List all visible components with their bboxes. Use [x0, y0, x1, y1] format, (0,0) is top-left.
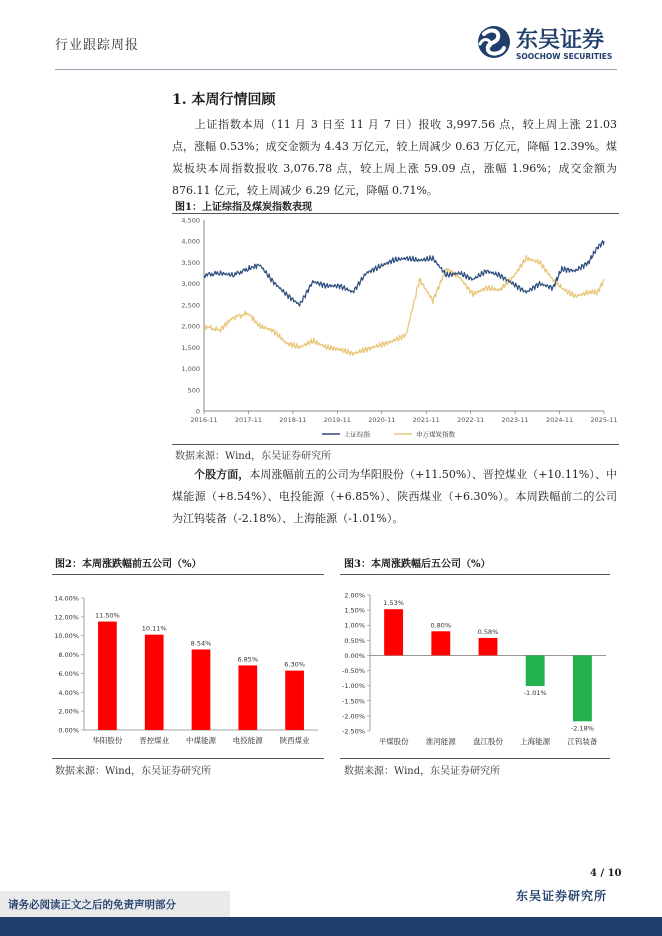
y-tick-label: 0 — [195, 407, 200, 416]
mover-data-label: -1.01% — [523, 688, 547, 697]
gainer-data-label: 11.50% — [95, 611, 120, 620]
stocks-paragraph — [172, 464, 617, 530]
y-tick-label: 10.00% — [54, 632, 79, 641]
y-tick-label: 0.00% — [58, 726, 79, 735]
logo-text: 东吴证券 — [516, 28, 605, 53]
mover-data-label: -2.18% — [570, 724, 594, 733]
figure-3-title: 图3：本周涨跌幅后五公司（%） — [344, 559, 491, 570]
page-number: 4 / 10 — [590, 868, 622, 879]
y-tick-label: 4,500 — [181, 216, 200, 225]
y-tick-label: 8.00% — [58, 651, 79, 660]
gainer-category-label: 晋控煤业 — [139, 736, 170, 745]
mover-data-label: 1.53% — [383, 599, 404, 608]
report-type-label: 行业跟踪周报 — [55, 38, 140, 53]
y-tick-label: -0.50% — [342, 667, 365, 676]
market-summary-paragraph — [172, 114, 617, 202]
legend-label-sse: 上证综指 — [344, 430, 370, 439]
bottom-movers-bar-chart — [340, 580, 610, 756]
y-tick-label: 1,500 — [181, 343, 200, 352]
header-divider — [55, 69, 617, 70]
disclaimer-notice: 请务必阅读正文之后的免责声明部分 — [8, 899, 176, 911]
y-tick-label: 1.50% — [344, 606, 365, 615]
y-tick-label: -1.00% — [342, 682, 365, 691]
y-tick-label: 12.00% — [54, 613, 79, 622]
x-tick-label: 2023-11 — [501, 416, 529, 424]
mover-data-label: 0.58% — [477, 627, 499, 636]
section-title: 1. 本周行情回顾 — [172, 92, 276, 108]
x-tick-label: 2024-11 — [545, 416, 574, 424]
mover-bar — [479, 638, 498, 656]
mover-category-label: 淮河能源 — [425, 737, 456, 746]
index-line-chart — [172, 214, 619, 444]
y-tick-label: 4.00% — [58, 688, 79, 697]
y-tick-label: 2,500 — [181, 301, 200, 310]
gainer-category-label: 电投能源 — [232, 736, 263, 745]
market-summary-text: 上证指数本周（11 月 3 日至 11 月 7 日）报收 3,997.56 点，较上周上涨 21.03 点，涨幅 0.53%；成交金额为 4.43 万亿元，较上周减少 0.63 万亿元，降幅 12.39%。煤炭板块本周指数报收 3,076.78 点，较上周上涨 59.09 点，涨幅 1.96%；成交金额为 876.11 亿元，较上周减少 6.29 亿元，降幅 0.71%。 — [172, 118, 617, 197]
gainer-bar — [238, 665, 257, 730]
gainer-data-label: 8.54% — [190, 639, 212, 648]
mover-category-label: 盘江股份 — [473, 737, 503, 746]
gainer-bar — [285, 671, 304, 730]
mover-bar — [384, 609, 403, 655]
y-tick-label: 3,000 — [181, 280, 200, 289]
x-tick-label: 2017-11 — [234, 416, 263, 424]
figure-3-bottom-rule — [340, 758, 610, 759]
gainer-bar — [192, 649, 211, 730]
y-tick-label: 14.00% — [54, 594, 79, 603]
logo-subtext: SOOCHOW SECURITIES — [516, 52, 613, 61]
gainer-category-label: 陕西煤业 — [279, 736, 310, 745]
y-tick-label: 0.50% — [344, 636, 365, 645]
figure-1-source: 数据来源：Wind，东吴证券研究所 — [175, 451, 332, 462]
y-tick-label: 2.00% — [58, 707, 79, 716]
gainer-category-label: 华阳股份 — [92, 736, 123, 745]
mover-category-label: 上海能源 — [520, 737, 551, 746]
y-tick-label: -1.50% — [342, 697, 365, 706]
y-tick-label: 500 — [187, 386, 200, 395]
sse-composite-line — [204, 241, 604, 306]
mover-bar — [526, 655, 545, 686]
x-tick-label: 2025-11 — [590, 416, 618, 424]
gainer-bar — [98, 622, 117, 730]
stocks-lead: 个股方面， — [194, 468, 250, 481]
y-tick-label: -2.50% — [342, 727, 365, 736]
x-tick-label: 2022-11 — [457, 416, 485, 424]
y-tick-label: -2.00% — [342, 712, 365, 721]
y-tick-label: 6.00% — [58, 669, 79, 678]
x-tick-label: 2019-11 — [323, 416, 351, 424]
figure-3-top-rule — [340, 574, 610, 575]
footer-stripe — [0, 917, 662, 936]
mover-bar — [573, 655, 592, 721]
x-tick-label: 2016-11 — [190, 416, 218, 424]
x-tick-label: 2018-11 — [279, 416, 307, 424]
gainer-data-label: 6.30% — [284, 660, 305, 669]
y-tick-label: 4,000 — [181, 237, 200, 246]
y-tick-label: 1,000 — [181, 365, 200, 374]
gainer-category-label: 中煤能源 — [186, 736, 216, 745]
figure-2-source: 数据来源：Wind，东吴证券研究所 — [55, 766, 212, 777]
figure-1-bottom-rule — [172, 444, 619, 445]
gainer-data-label: 10.11% — [141, 624, 167, 633]
x-tick-label: 2021-11 — [412, 416, 440, 424]
brand-logo — [474, 22, 624, 66]
mover-category-label: 江钨装备 — [567, 737, 598, 746]
y-tick-label: 2,000 — [181, 322, 200, 331]
y-tick-label: 1.00% — [344, 621, 365, 630]
legend-label-coal: 申万煤炭指数 — [416, 430, 455, 439]
footer-organization: 东吴证券研究所 — [516, 889, 608, 903]
mover-bar — [431, 631, 450, 655]
x-tick-label: 2020-11 — [368, 416, 396, 424]
logo-mark-icon — [474, 22, 624, 66]
mover-category-label: 平煤股份 — [378, 737, 409, 746]
mover-data-label: 0.80% — [430, 621, 452, 630]
gainer-data-label: 6.85% — [237, 655, 259, 664]
figure-2-top-rule — [52, 574, 324, 575]
stocks-body: 本周涨幅前五的公司为华阳股份（+11.50%）、晋控煤业（+10.11%）、中煤能源（+8.54%）、电投能源（+6.85%）、陕西煤业（+6.30%）。本周跌幅前二的公司为江钨装备（-2.18%）、上海能源（-1.01%）。 — [172, 468, 618, 525]
figure-2-title: 图2：本周涨跌幅前五公司（%） — [55, 559, 202, 570]
figure-3-source: 数据来源：Wind，东吴证券研究所 — [344, 766, 501, 777]
y-tick-label: 0.00% — [344, 651, 365, 660]
top-gainers-bar-chart — [52, 580, 324, 756]
y-tick-label: 2.00% — [344, 591, 365, 600]
y-tick-label: 3,500 — [181, 258, 200, 267]
gainer-bar — [145, 635, 164, 730]
figure-2-bottom-rule — [52, 758, 324, 759]
figure-1-title: 图1：上证综指及煤炭指数表现 — [175, 202, 312, 213]
